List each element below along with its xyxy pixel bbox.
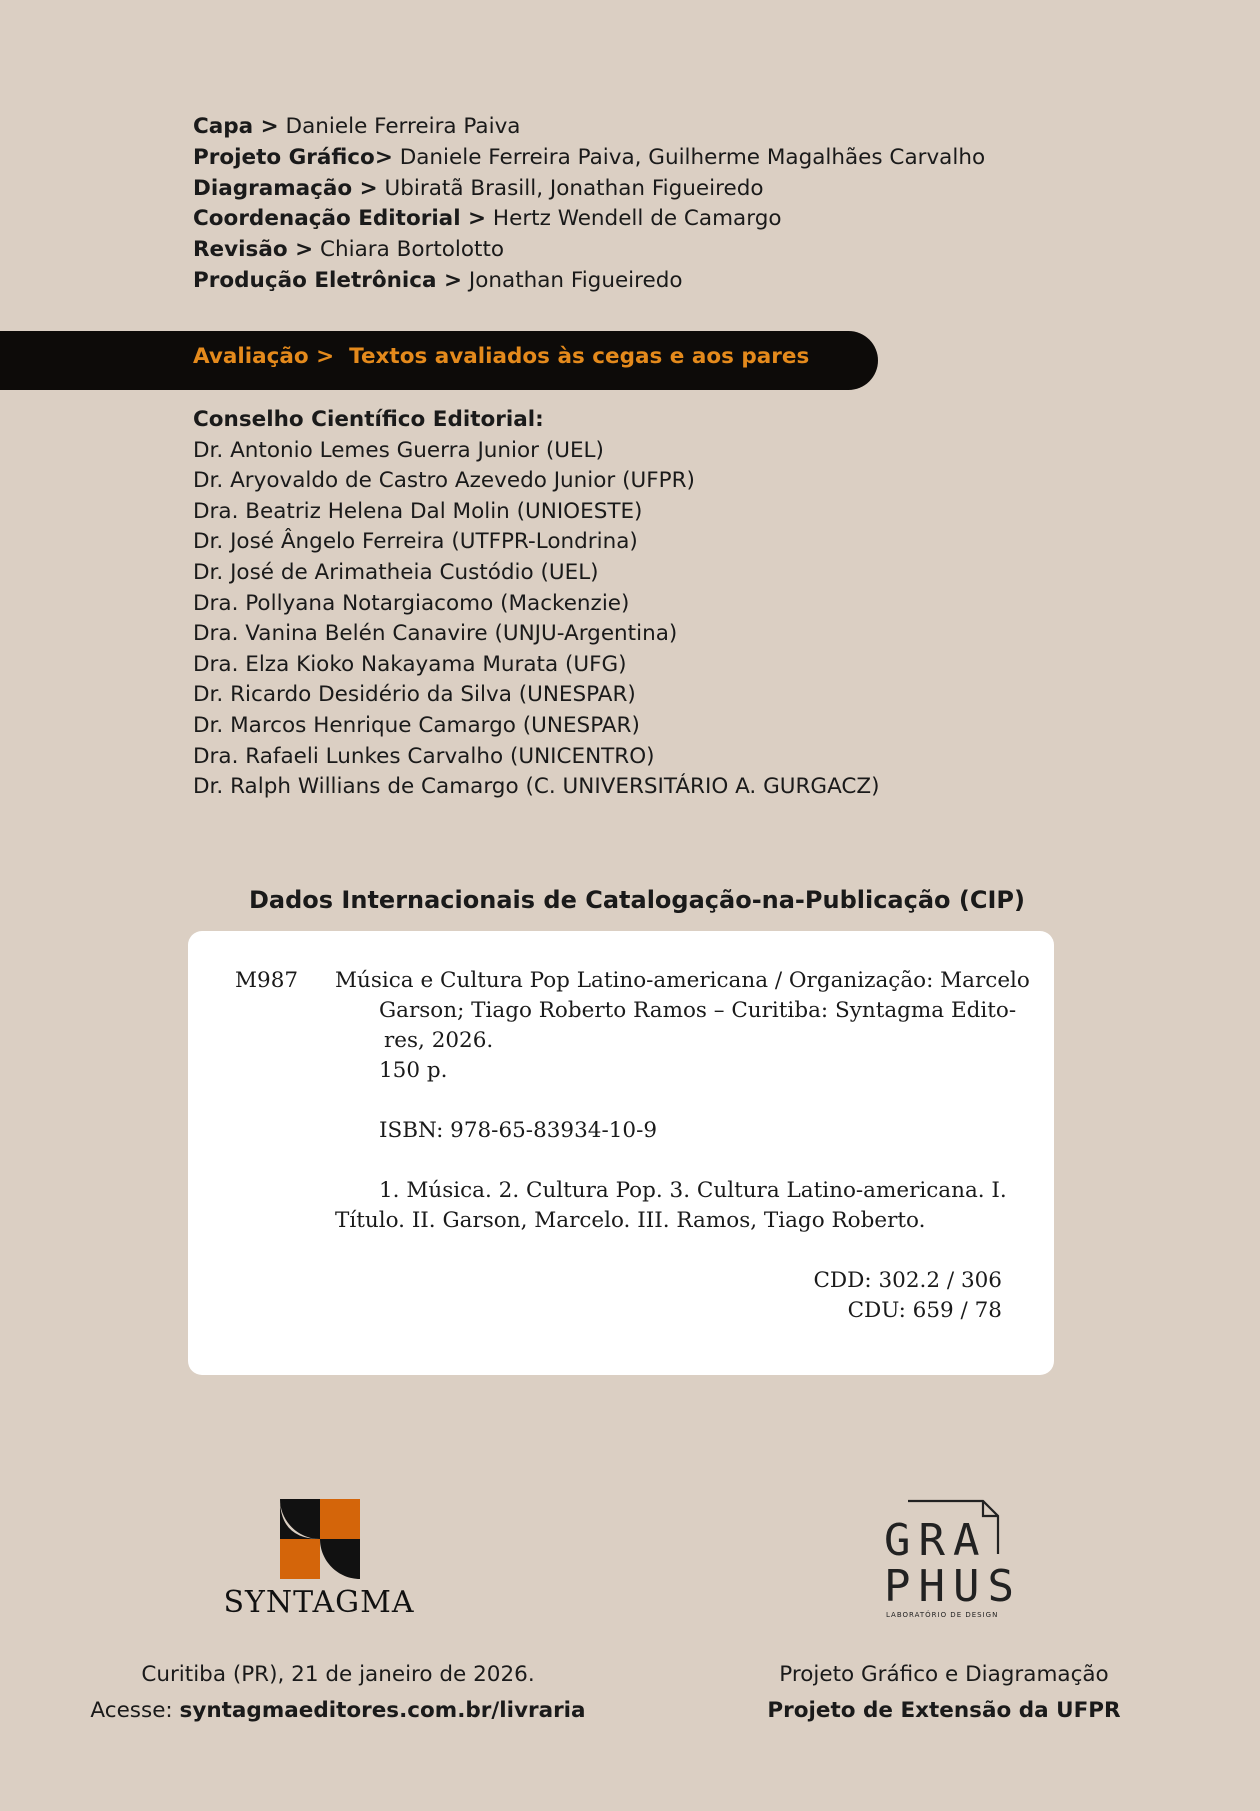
- evaluation-value: Textos avaliados às cegas e aos pares: [349, 344, 810, 369]
- syntagma-logo: [280, 1499, 360, 1583]
- credit-value: Daniele Ferreira Paiva, Guilherme Magalhães Carvalho: [399, 144, 986, 170]
- cip-title: Dados Internacionais de Catalogação-na-Publicação (CIP): [249, 886, 1025, 914]
- credit-row: [193, 112, 985, 143]
- council-member: Dra. Vanina Belén Canavire (UNJU-Argentina): [193, 621, 678, 647]
- credit-label: Coordenação Editorial >: [193, 206, 487, 232]
- credit-label: Diagramação >: [193, 175, 378, 201]
- credit-label: Projeto Gráfico>: [193, 144, 393, 170]
- council-member: Dr. José Ângelo Ferreira (UTFPR-Londrina): [193, 529, 638, 555]
- graphus-line: PHUS: [884, 1561, 1015, 1612]
- cip-code: M987: [235, 968, 299, 993]
- cip-cdu: CDU: 659 / 78: [847, 1298, 1002, 1323]
- footer-design-credit: Projeto Gráfico e Diagramação: [779, 1662, 1109, 1687]
- cip-line: Música e Cultura Pop Latino-americana / Organização: Marcelo: [335, 968, 1030, 993]
- graphus-caption: LABORATÓRIO DE DESIGN: [886, 1611, 999, 1619]
- credit-value: Daniele Ferreira Paiva: [285, 114, 521, 139]
- credit-label: Capa >: [193, 114, 279, 139]
- editorial-council: [193, 405, 880, 803]
- syntagma-mark-icon: [280, 1499, 360, 1579]
- credit-value: Chiara Bortolotto: [319, 237, 505, 263]
- credits-block: [193, 112, 985, 297]
- council-member: Dra. Pollyana Notargiacomo (Mackenzie): [193, 590, 630, 616]
- footer-place-date: Curitiba (PR), 21 de janeiro de 2026.: [141, 1662, 535, 1687]
- credit-value: Hertz Wendell de Camargo: [492, 206, 782, 232]
- cip-pages: 150 p.: [379, 1058, 448, 1083]
- footer-access: [58, 1693, 618, 1729]
- footer-left: [58, 1657, 618, 1729]
- graphus-mark-icon: [880, 1497, 1015, 1622]
- council-member: Dra. Elza Kioko Nakayama Murata (UFG): [193, 651, 627, 677]
- cip-cdd: CDD: 302.2 / 306: [813, 1268, 1002, 1293]
- cip-subjects: Título. II. Garson, Marcelo. III. Ramos, Tiago Roberto.: [335, 1208, 926, 1233]
- credit-value: Ubiratã Brasill, Jonathan Figueiredo: [384, 175, 764, 201]
- credit-row: [193, 143, 985, 174]
- council-member: Dr. Ricardo Desidério da Silva (UNESPAR): [193, 682, 636, 708]
- graphus-logo: [880, 1497, 1015, 1626]
- council-member: Dra. Rafaeli Lunkes Carvalho (UNICENTRO): [193, 743, 655, 769]
- graphus-line: GRA: [884, 1515, 988, 1566]
- evaluation-label: Avaliação >: [193, 344, 335, 369]
- council-member: Dr. Ralph Willians de Camargo (C. UNIVERSITÁRIO A. GURGACZ): [193, 774, 880, 800]
- cip-line: res, 2026.: [384, 1028, 494, 1053]
- council-heading: Conselho Científico Editorial:: [193, 407, 544, 432]
- footer-link[interactable]: syntagmaeditores.com.br/livraria: [179, 1698, 586, 1723]
- syntagma-wordmark: SYNTAGMA: [223, 1585, 415, 1620]
- cip-isbn: ISBN: 978-65-83934-10-9: [379, 1118, 658, 1143]
- credit-value: Jonathan Figueiredo: [468, 267, 683, 293]
- council-member: Dra. Beatriz Helena Dal Molin (UNIOESTE): [193, 498, 643, 524]
- credit-label: Revisão >: [193, 237, 314, 263]
- credit-row: [193, 174, 985, 205]
- council-member: Dr. Marcos Henrique Camargo (UNESPAR): [193, 712, 640, 738]
- cip-line: Garson; Tiago Roberto Ramos – Curitiba: Syntagma Edito-: [379, 998, 1017, 1023]
- credit-row: [193, 204, 985, 235]
- council-member: Dr. Antonio Lemes Guerra Junior (UEL): [193, 437, 604, 463]
- footer-right: [740, 1657, 1148, 1729]
- footer-extension-project: Projeto de Extensão da UFPR: [767, 1698, 1121, 1723]
- footer-access-prefix: Acesse:: [90, 1698, 173, 1723]
- credit-row: [193, 266, 985, 297]
- cip-subjects: 1. Música. 2. Cultura Pop. 3. Cultura Latino-americana. I.: [379, 1178, 1007, 1203]
- credit-row: [193, 235, 985, 266]
- credit-label: Produção Eletrônica >: [193, 267, 463, 293]
- evaluation-text: [193, 344, 809, 369]
- council-member: Dr. José de Arimatheia Custódio (UEL): [193, 559, 599, 585]
- council-member: Dr. Aryovaldo de Castro Azevedo Junior (UFPR): [193, 468, 695, 494]
